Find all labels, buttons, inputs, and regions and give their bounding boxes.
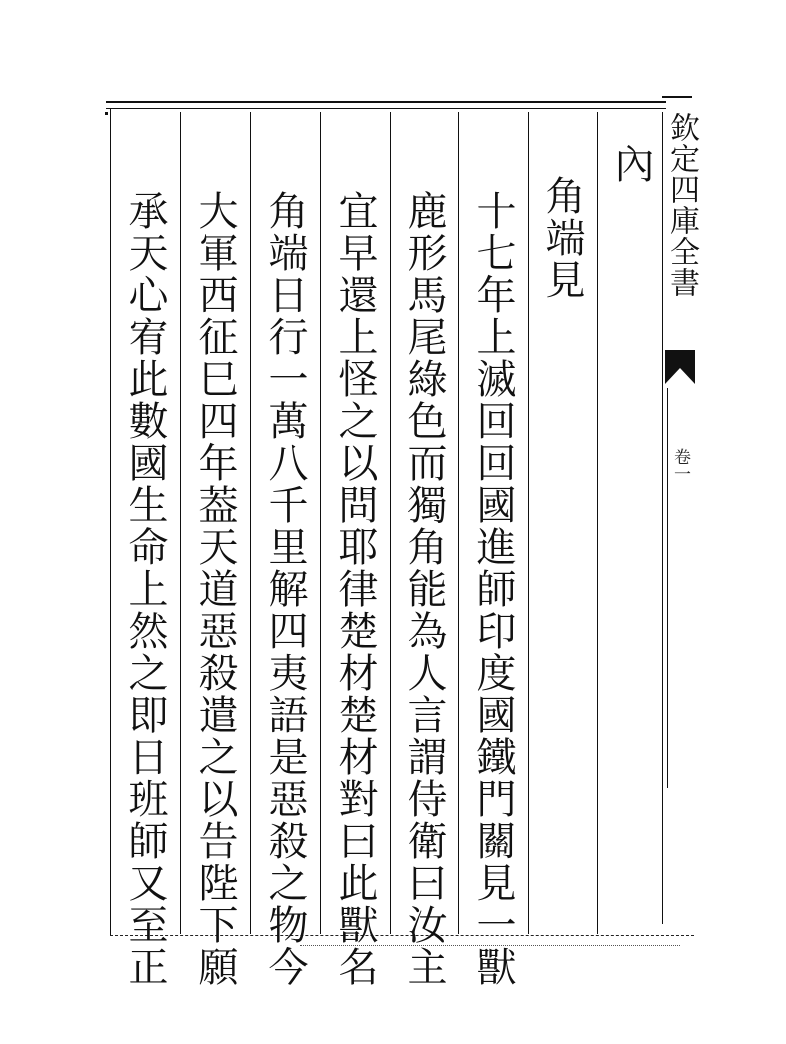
- frame-top-border-inner: [106, 108, 666, 109]
- column-rule: [250, 112, 251, 934]
- column-rule: [528, 112, 529, 934]
- frame-left-border: [110, 108, 111, 936]
- frame-top-border: [106, 101, 666, 103]
- section-heading: 角端見: [539, 175, 585, 301]
- column-rule: [597, 112, 598, 934]
- text-column-4: 鹿形馬尾綠色而獨角能為人言謂侍衛曰汝主: [401, 190, 447, 988]
- ink-speck: [105, 112, 108, 115]
- margin-band-rule: [662, 112, 663, 924]
- column-rule: [390, 112, 391, 934]
- text-column-6: 角端日行一萬八千里解四夷語是惡殺之物今: [262, 190, 308, 988]
- margin-band-top: [662, 96, 692, 98]
- text-column-1: 內: [608, 143, 654, 185]
- fish-tail-ornament-icon: [665, 350, 695, 384]
- text-column-7: 大軍西征巳四年葢天道惡殺遣之以告陛下願: [192, 190, 238, 988]
- text-column-8: 承天心宥此數國生命上然之即日班師又至正: [122, 190, 168, 988]
- column-rule: [180, 112, 181, 934]
- text-column-3: 十七年上滅回回國進師印度國鐵門關見一獸: [470, 190, 516, 988]
- column-rule: [458, 112, 459, 934]
- juan-label: 卷一: [670, 448, 690, 482]
- column-rule: [320, 112, 321, 934]
- text-column-5: 宜早還上怪之以問耶律楚材楚材對曰此獸名: [332, 190, 378, 988]
- book-title: 欽定四庫全書: [664, 112, 699, 298]
